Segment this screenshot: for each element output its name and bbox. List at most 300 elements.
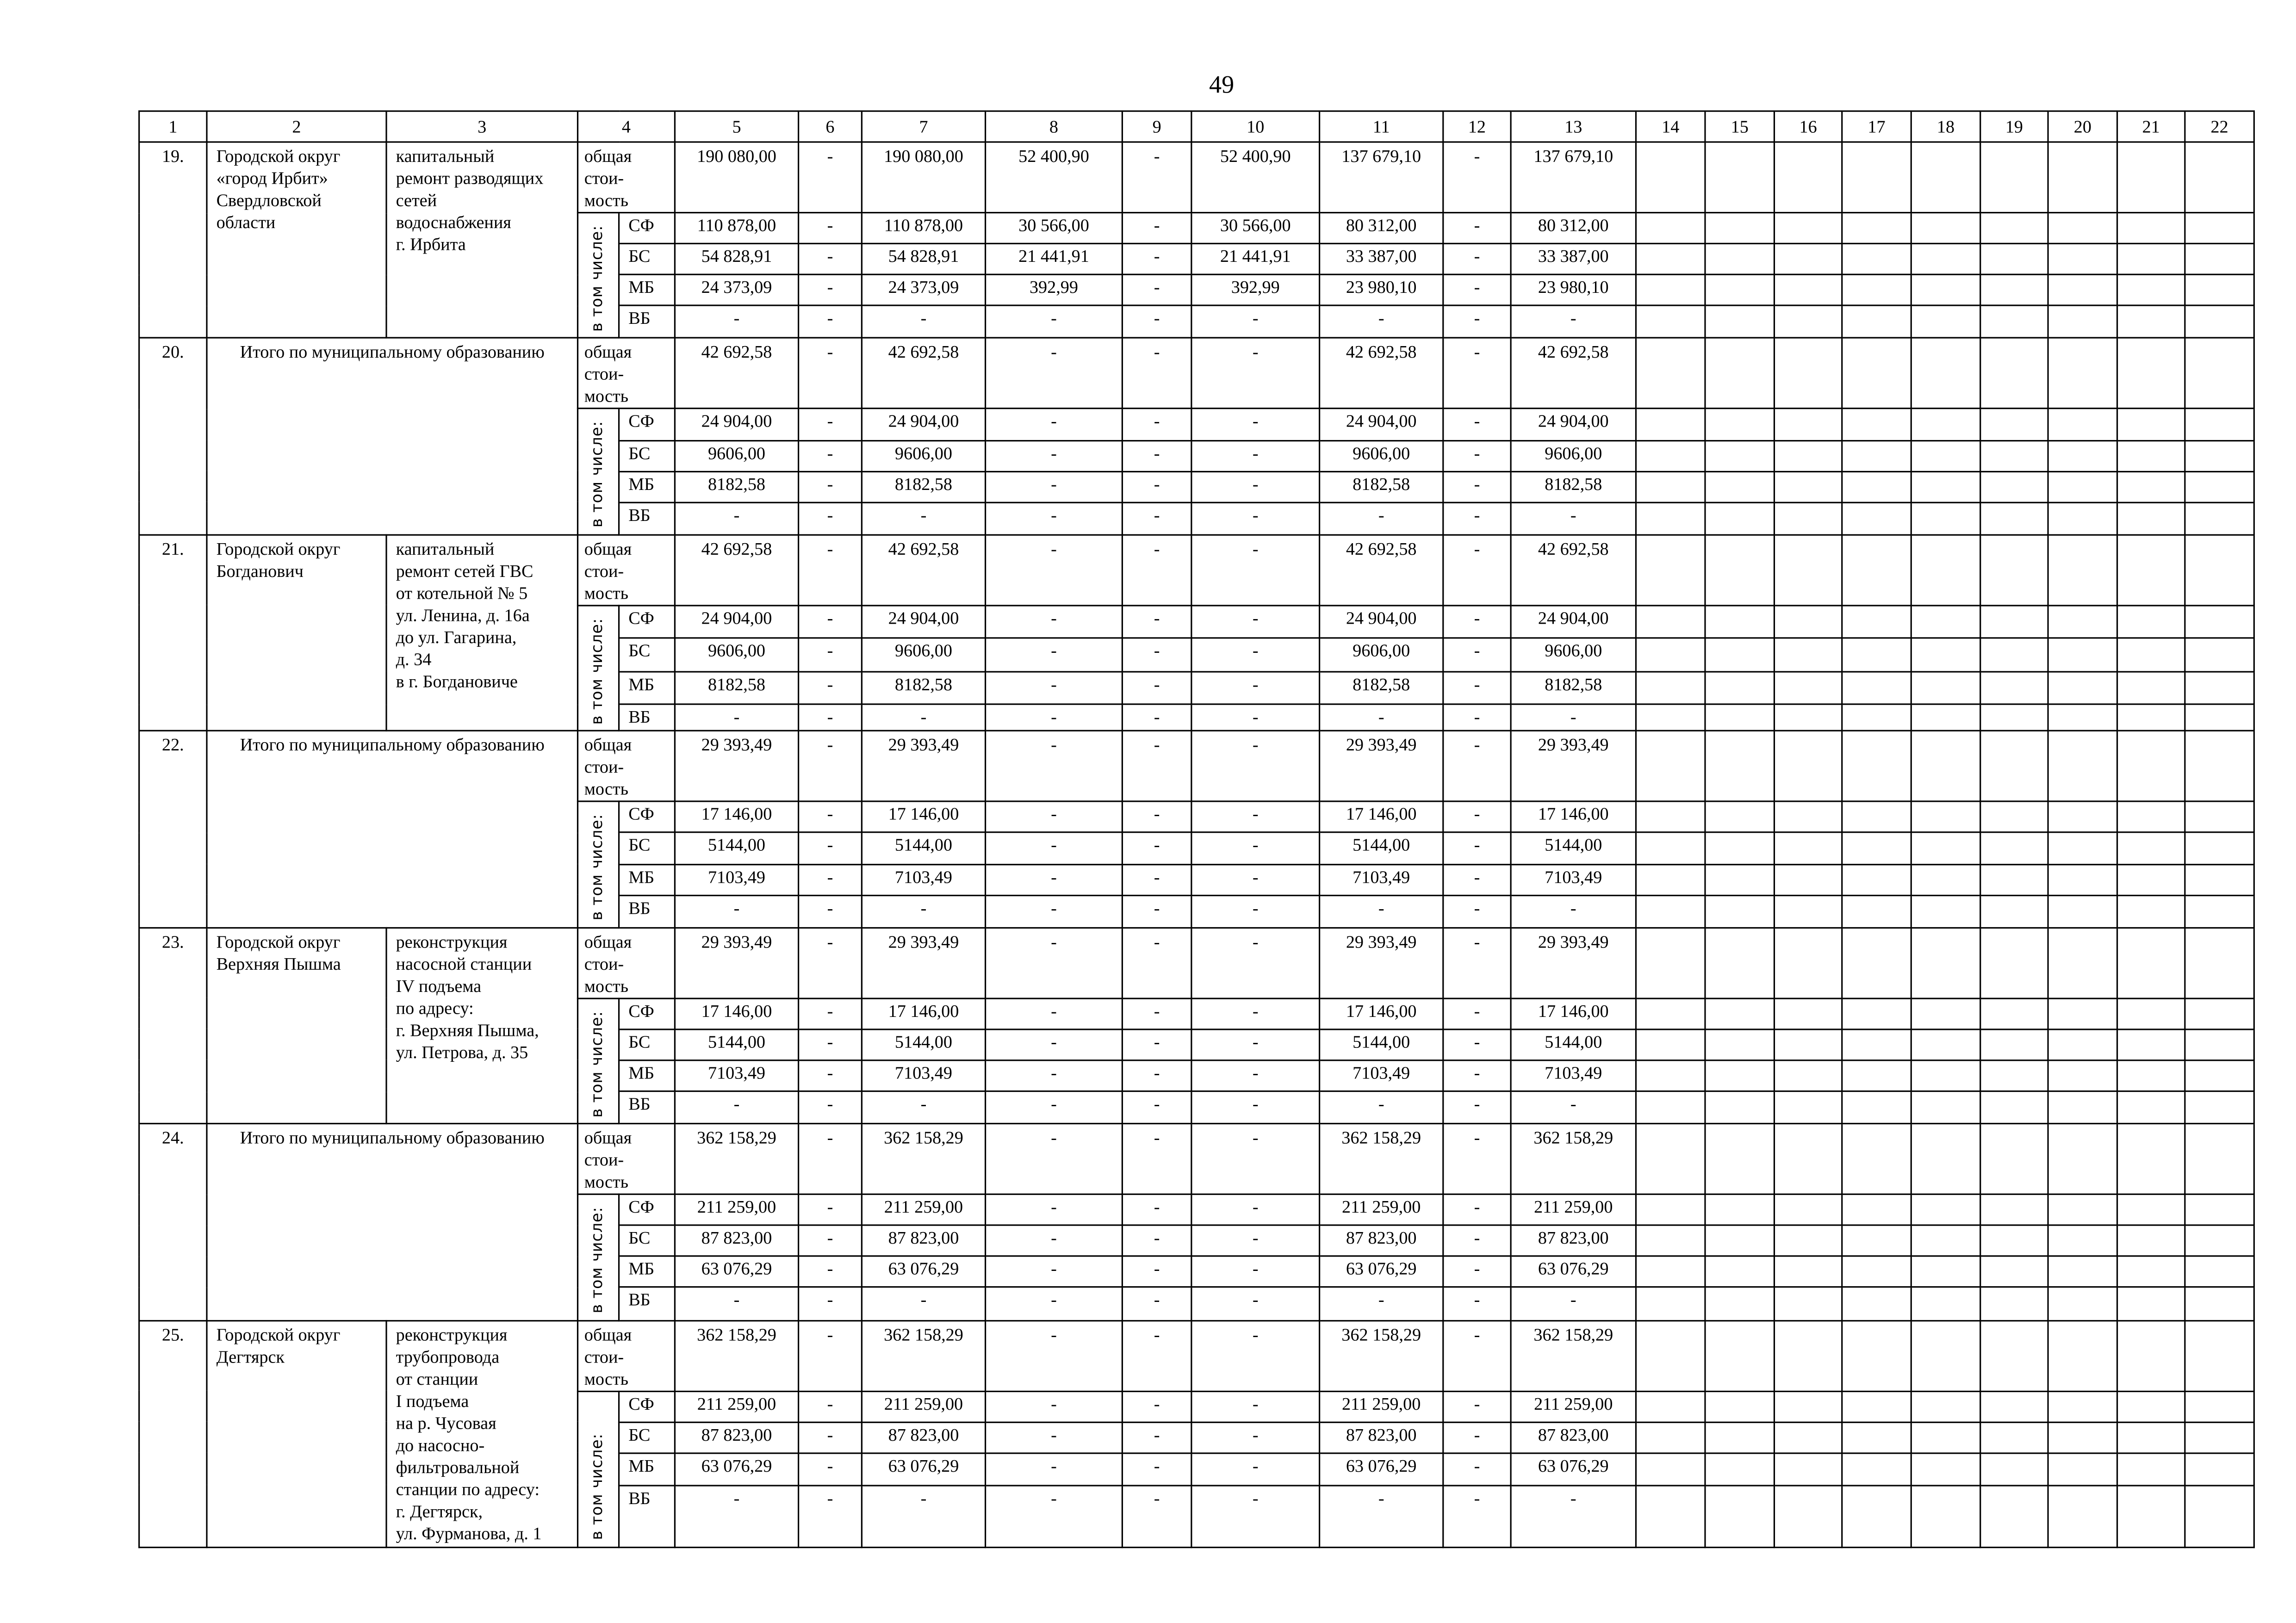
value-col-12: -	[1443, 638, 1511, 671]
empty-col-17	[1842, 213, 1911, 244]
empty-col-22	[2185, 1453, 2254, 1485]
value-col-6: -	[799, 1124, 862, 1195]
municipality-name: Городской округ Верхняя Пышма	[207, 928, 386, 1124]
value-col-6: -	[799, 704, 862, 731]
value-col-9: -	[1122, 535, 1191, 606]
value-col-11: 23 980,10	[1320, 275, 1443, 306]
funding-source-label: СФ	[619, 606, 675, 638]
empty-col-15	[1705, 1391, 1774, 1422]
empty-col-21	[2117, 802, 2185, 833]
empty-col-15	[1705, 306, 1774, 338]
empty-col-22	[2185, 1422, 2254, 1453]
value-col-5: 17 146,00	[675, 802, 798, 833]
empty-col-21	[2117, 142, 2185, 213]
value-col-8: -	[986, 306, 1123, 338]
value-col-6: -	[799, 244, 862, 275]
value-col-12: -	[1443, 671, 1511, 704]
value-col-9: -	[1122, 1195, 1191, 1226]
empty-col-14	[1636, 306, 1705, 338]
empty-col-16	[1774, 244, 1842, 275]
empty-col-14	[1636, 142, 1705, 213]
value-col-13: 87 823,00	[1511, 1226, 1636, 1257]
empty-col-20	[2048, 864, 2117, 895]
empty-col-17	[1842, 833, 1911, 864]
table-row-total-cost	[139, 1124, 2254, 1195]
empty-col-15	[1705, 998, 1774, 1029]
empty-col-14	[1636, 1422, 1705, 1453]
empty-col-14	[1636, 1195, 1705, 1226]
value-col-11: 8182,58	[1320, 471, 1443, 502]
empty-col-18	[1911, 502, 1980, 534]
in-that-number-label	[577, 213, 619, 339]
empty-col-17	[1842, 1091, 1911, 1124]
empty-col-20	[2048, 1485, 2117, 1547]
value-col-12: -	[1443, 1288, 1511, 1320]
value-col-10: -	[1191, 1422, 1320, 1453]
empty-col-15	[1705, 895, 1774, 927]
empty-col-16	[1774, 1226, 1842, 1257]
empty-col-20	[2048, 1060, 2117, 1091]
empty-col-14	[1636, 802, 1705, 833]
in-that-number-text: в том числе:	[589, 814, 607, 921]
value-col-11: -	[1320, 306, 1443, 338]
empty-col-17	[1842, 1195, 1911, 1226]
value-col-8: -	[986, 1485, 1123, 1547]
empty-col-16	[1774, 1485, 1842, 1547]
value-col-12: -	[1443, 1391, 1511, 1422]
empty-col-16	[1774, 671, 1842, 704]
column-number-22: 22	[2185, 111, 2254, 142]
value-col-13: -	[1511, 306, 1636, 338]
value-col-8: 30 566,00	[986, 213, 1123, 244]
value-col-12: -	[1443, 535, 1511, 606]
value-col-5: 7103,49	[675, 1060, 798, 1091]
value-col-5: 17 146,00	[675, 998, 798, 1029]
empty-col-17	[1842, 142, 1911, 213]
value-col-6: -	[799, 306, 862, 338]
value-col-9: -	[1122, 1029, 1191, 1060]
value-col-6: -	[799, 1195, 862, 1226]
table-row-total-cost	[139, 535, 2254, 606]
value-col-6: -	[799, 833, 862, 864]
empty-col-16	[1774, 998, 1842, 1029]
value-col-7: 211 259,00	[862, 1195, 985, 1226]
value-col-6: -	[799, 1060, 862, 1091]
empty-col-16	[1774, 833, 1842, 864]
value-col-8: -	[986, 1124, 1123, 1195]
empty-col-15	[1705, 440, 1774, 471]
empty-col-16	[1774, 306, 1842, 338]
value-col-12: -	[1443, 1422, 1511, 1453]
value-col-11: 17 146,00	[1320, 998, 1443, 1029]
column-number-1: 1	[139, 111, 207, 142]
funding-source-label: СФ	[619, 1195, 675, 1226]
empty-col-16	[1774, 895, 1842, 927]
empty-col-19	[1980, 638, 2048, 671]
value-col-11: 63 076,29	[1320, 1453, 1443, 1485]
value-col-11: -	[1320, 1485, 1443, 1547]
value-col-12: -	[1443, 502, 1511, 534]
funding-source-label: БС	[619, 1422, 675, 1453]
total-label: Итого по муниципальному образованию	[207, 1124, 578, 1320]
empty-col-19	[1980, 1485, 2048, 1547]
empty-col-18	[1911, 1124, 1980, 1195]
value-col-6: -	[799, 440, 862, 471]
value-col-5: 211 259,00	[675, 1391, 798, 1422]
empty-col-16	[1774, 864, 1842, 895]
empty-col-17	[1842, 1320, 1911, 1391]
empty-col-15	[1705, 1091, 1774, 1124]
in-that-number-label	[577, 802, 619, 928]
empty-col-14	[1636, 1320, 1705, 1391]
value-col-10: 21 441,91	[1191, 244, 1320, 275]
value-col-10: -	[1191, 1453, 1320, 1485]
value-col-12: -	[1443, 1453, 1511, 1485]
empty-col-19	[1980, 535, 2048, 606]
empty-col-17	[1842, 1124, 1911, 1195]
value-col-9: -	[1122, 275, 1191, 306]
empty-col-21	[2117, 440, 2185, 471]
value-col-7: 9606,00	[862, 638, 985, 671]
value-col-9: -	[1122, 1257, 1191, 1288]
value-col-9: -	[1122, 864, 1191, 895]
value-col-13: 42 692,58	[1511, 338, 1636, 409]
value-col-5: -	[675, 1288, 798, 1320]
empty-col-17	[1842, 1029, 1911, 1060]
empty-col-22	[2185, 440, 2254, 471]
empty-col-17	[1842, 306, 1911, 338]
empty-col-16	[1774, 1391, 1842, 1422]
value-col-8: -	[986, 1029, 1123, 1060]
value-col-12: -	[1443, 409, 1511, 440]
empty-col-14	[1636, 1257, 1705, 1288]
column-number-8: 8	[986, 111, 1123, 142]
total-cost-label: общая стои- мость	[577, 928, 675, 998]
empty-col-15	[1705, 1060, 1774, 1091]
empty-col-18	[1911, 1453, 1980, 1485]
empty-col-18	[1911, 802, 1980, 833]
value-col-9: -	[1122, 895, 1191, 927]
empty-col-19	[1980, 1060, 2048, 1091]
funding-source-label: МБ	[619, 1257, 675, 1288]
value-col-12: -	[1443, 338, 1511, 409]
value-col-12: -	[1443, 864, 1511, 895]
value-col-7: 211 259,00	[862, 1391, 985, 1422]
value-col-9: -	[1122, 142, 1191, 213]
empty-col-15	[1705, 1288, 1774, 1320]
empty-col-14	[1636, 998, 1705, 1029]
value-col-10: -	[1191, 606, 1320, 638]
empty-col-15	[1705, 731, 1774, 802]
empty-col-18	[1911, 440, 1980, 471]
value-col-10: -	[1191, 731, 1320, 802]
empty-col-17	[1842, 1257, 1911, 1288]
value-col-10: -	[1191, 638, 1320, 671]
page-number: 49	[1209, 70, 1235, 99]
column-number-19: 19	[1980, 111, 2048, 142]
empty-col-14	[1636, 833, 1705, 864]
value-col-10: -	[1191, 1257, 1320, 1288]
empty-col-19	[1980, 440, 2048, 471]
funding-source-label: МБ	[619, 1060, 675, 1091]
value-col-5: 24 904,00	[675, 606, 798, 638]
value-col-13: 362 158,29	[1511, 1320, 1636, 1391]
empty-col-20	[2048, 833, 2117, 864]
value-col-12: -	[1443, 1124, 1511, 1195]
value-col-9: -	[1122, 1060, 1191, 1091]
value-col-6: -	[799, 1453, 862, 1485]
value-col-13: 5144,00	[1511, 833, 1636, 864]
empty-col-17	[1842, 1453, 1911, 1485]
total-label: Итого по муниципальному образованию	[207, 731, 578, 927]
empty-col-17	[1842, 1226, 1911, 1257]
empty-col-21	[2117, 244, 2185, 275]
value-col-12: -	[1443, 731, 1511, 802]
value-col-11: -	[1320, 704, 1443, 731]
value-col-13: -	[1511, 1485, 1636, 1547]
empty-col-19	[1980, 928, 2048, 998]
empty-col-17	[1842, 409, 1911, 440]
empty-col-20	[2048, 1124, 2117, 1195]
empty-col-15	[1705, 338, 1774, 409]
value-col-8: -	[986, 1320, 1123, 1391]
empty-col-20	[2048, 1391, 2117, 1422]
value-col-12: -	[1443, 213, 1511, 244]
value-col-8: -	[986, 1391, 1123, 1422]
empty-col-14	[1636, 1226, 1705, 1257]
value-col-12: -	[1443, 244, 1511, 275]
value-col-9: -	[1122, 998, 1191, 1029]
empty-col-16	[1774, 409, 1842, 440]
in-that-number-label	[577, 998, 619, 1124]
value-col-10: -	[1191, 471, 1320, 502]
column-number-3: 3	[386, 111, 578, 142]
value-col-5: 9606,00	[675, 440, 798, 471]
empty-col-15	[1705, 928, 1774, 998]
value-col-8: 52 400,90	[986, 142, 1123, 213]
empty-col-16	[1774, 471, 1842, 502]
value-col-5: -	[675, 1091, 798, 1124]
in-that-number-text: в том числе:	[589, 225, 607, 332]
value-col-10: -	[1191, 409, 1320, 440]
funding-source-label: БС	[619, 1029, 675, 1060]
empty-col-20	[2048, 1288, 2117, 1320]
empty-col-16	[1774, 1453, 1842, 1485]
empty-col-14	[1636, 1453, 1705, 1485]
table-row-total-cost	[139, 338, 2254, 409]
value-col-12: -	[1443, 1060, 1511, 1091]
column-number-6: 6	[799, 111, 862, 142]
empty-col-22	[2185, 606, 2254, 638]
empty-col-16	[1774, 704, 1842, 731]
value-col-5: 190 080,00	[675, 142, 798, 213]
value-col-10: 52 400,90	[1191, 142, 1320, 213]
empty-col-19	[1980, 142, 2048, 213]
empty-col-17	[1842, 731, 1911, 802]
value-col-12: -	[1443, 1226, 1511, 1257]
empty-col-22	[2185, 1060, 2254, 1091]
empty-col-21	[2117, 1453, 2185, 1485]
empty-col-18	[1911, 833, 1980, 864]
empty-col-19	[1980, 731, 2048, 802]
value-col-6: -	[799, 802, 862, 833]
value-col-7: -	[862, 895, 985, 927]
column-number-9: 9	[1122, 111, 1191, 142]
empty-col-19	[1980, 1422, 2048, 1453]
value-col-9: -	[1122, 1124, 1191, 1195]
column-number-row	[139, 111, 2254, 142]
empty-col-15	[1705, 275, 1774, 306]
empty-col-21	[2117, 928, 2185, 998]
value-col-7: 63 076,29	[862, 1257, 985, 1288]
empty-col-15	[1705, 142, 1774, 213]
value-col-6: -	[799, 1422, 862, 1453]
value-col-6: -	[799, 471, 862, 502]
value-col-11: 211 259,00	[1320, 1195, 1443, 1226]
empty-col-16	[1774, 606, 1842, 638]
empty-col-18	[1911, 306, 1980, 338]
value-col-9: -	[1122, 471, 1191, 502]
value-col-10: -	[1191, 704, 1320, 731]
total-cost-label: общая стои- мость	[577, 731, 675, 802]
value-col-11: 211 259,00	[1320, 1391, 1443, 1422]
value-col-5: 24 373,09	[675, 275, 798, 306]
empty-col-16	[1774, 1195, 1842, 1226]
funding-source-label: ВБ	[619, 1288, 675, 1320]
value-col-12: -	[1443, 1195, 1511, 1226]
value-col-7: 190 080,00	[862, 142, 985, 213]
column-number-2: 2	[207, 111, 386, 142]
value-col-10: -	[1191, 535, 1320, 606]
empty-col-21	[2117, 731, 2185, 802]
row-number: 25.	[139, 1320, 207, 1547]
empty-col-20	[2048, 606, 2117, 638]
value-col-5: 87 823,00	[675, 1422, 798, 1453]
value-col-9: -	[1122, 1288, 1191, 1320]
value-col-13: 137 679,10	[1511, 142, 1636, 213]
value-col-7: 42 692,58	[862, 535, 985, 606]
value-col-5: 8182,58	[675, 471, 798, 502]
row-number: 21.	[139, 535, 207, 731]
value-col-7: 8182,58	[862, 471, 985, 502]
empty-col-21	[2117, 1195, 2185, 1226]
value-col-10: -	[1191, 338, 1320, 409]
value-col-7: 24 904,00	[862, 409, 985, 440]
empty-col-16	[1774, 802, 1842, 833]
value-col-11: 5144,00	[1320, 833, 1443, 864]
value-col-11: 63 076,29	[1320, 1257, 1443, 1288]
value-col-6: -	[799, 895, 862, 927]
empty-col-22	[2185, 731, 2254, 802]
column-number-13: 13	[1511, 111, 1636, 142]
empty-col-21	[2117, 275, 2185, 306]
column-number-5: 5	[675, 111, 798, 142]
value-col-9: -	[1122, 244, 1191, 275]
empty-col-17	[1842, 471, 1911, 502]
value-col-12: -	[1443, 1257, 1511, 1288]
value-col-13: 8182,58	[1511, 671, 1636, 704]
value-col-12: -	[1443, 1029, 1511, 1060]
empty-col-17	[1842, 895, 1911, 927]
funding-source-label: ВБ	[619, 502, 675, 534]
value-col-5: 63 076,29	[675, 1257, 798, 1288]
empty-col-14	[1636, 895, 1705, 927]
value-col-12: -	[1443, 306, 1511, 338]
value-col-7: 110 878,00	[862, 213, 985, 244]
value-col-7: 17 146,00	[862, 802, 985, 833]
empty-col-20	[2048, 1195, 2117, 1226]
value-col-7: -	[862, 306, 985, 338]
value-col-7: 5144,00	[862, 1029, 985, 1060]
value-col-7: -	[862, 1091, 985, 1124]
value-col-13: -	[1511, 502, 1636, 534]
value-col-7: 7103,49	[862, 1060, 985, 1091]
value-col-13: 8182,58	[1511, 471, 1636, 502]
empty-col-16	[1774, 1124, 1842, 1195]
empty-col-21	[2117, 1320, 2185, 1391]
value-col-5: 8182,58	[675, 671, 798, 704]
funding-source-label: БС	[619, 244, 675, 275]
empty-col-14	[1636, 1060, 1705, 1091]
value-col-6: -	[799, 864, 862, 895]
empty-col-14	[1636, 1391, 1705, 1422]
column-number-16: 16	[1774, 111, 1842, 142]
value-col-8: -	[986, 1288, 1123, 1320]
value-col-13: 42 692,58	[1511, 535, 1636, 606]
value-col-7: 87 823,00	[862, 1226, 985, 1257]
municipality-name: Городской округ «город Ирбит» Свердловской области	[207, 142, 386, 338]
value-col-9: -	[1122, 638, 1191, 671]
empty-col-14	[1636, 671, 1705, 704]
total-cost-label: общая стои- мость	[577, 142, 675, 213]
value-col-11: 362 158,29	[1320, 1320, 1443, 1391]
empty-col-20	[2048, 671, 2117, 704]
value-col-9: -	[1122, 1422, 1191, 1453]
value-col-8: -	[986, 1060, 1123, 1091]
empty-col-17	[1842, 606, 1911, 638]
empty-col-14	[1636, 704, 1705, 731]
empty-col-22	[2185, 998, 2254, 1029]
empty-col-17	[1842, 802, 1911, 833]
empty-col-22	[2185, 1257, 2254, 1288]
value-col-8: -	[986, 638, 1123, 671]
empty-col-19	[1980, 213, 2048, 244]
value-col-8: -	[986, 1422, 1123, 1453]
empty-col-22	[2185, 638, 2254, 671]
funding-source-label: СФ	[619, 802, 675, 833]
value-col-8: -	[986, 1195, 1123, 1226]
value-col-11: -	[1320, 895, 1443, 927]
column-number-4: 4	[577, 111, 675, 142]
value-col-10: -	[1191, 802, 1320, 833]
value-col-6: -	[799, 1029, 862, 1060]
value-col-11: 42 692,58	[1320, 535, 1443, 606]
empty-col-20	[2048, 1029, 2117, 1060]
empty-col-19	[1980, 864, 2048, 895]
empty-col-22	[2185, 704, 2254, 731]
value-col-11: 24 904,00	[1320, 409, 1443, 440]
total-cost-label: общая стои- мость	[577, 1124, 675, 1195]
value-col-5: 63 076,29	[675, 1453, 798, 1485]
row-number: 19.	[139, 142, 207, 338]
value-col-6: -	[799, 1485, 862, 1547]
value-col-8: -	[986, 731, 1123, 802]
value-col-9: -	[1122, 833, 1191, 864]
value-col-9: -	[1122, 1453, 1191, 1485]
value-col-12: -	[1443, 1485, 1511, 1547]
empty-col-21	[2117, 1226, 2185, 1257]
column-number-10: 10	[1191, 111, 1320, 142]
